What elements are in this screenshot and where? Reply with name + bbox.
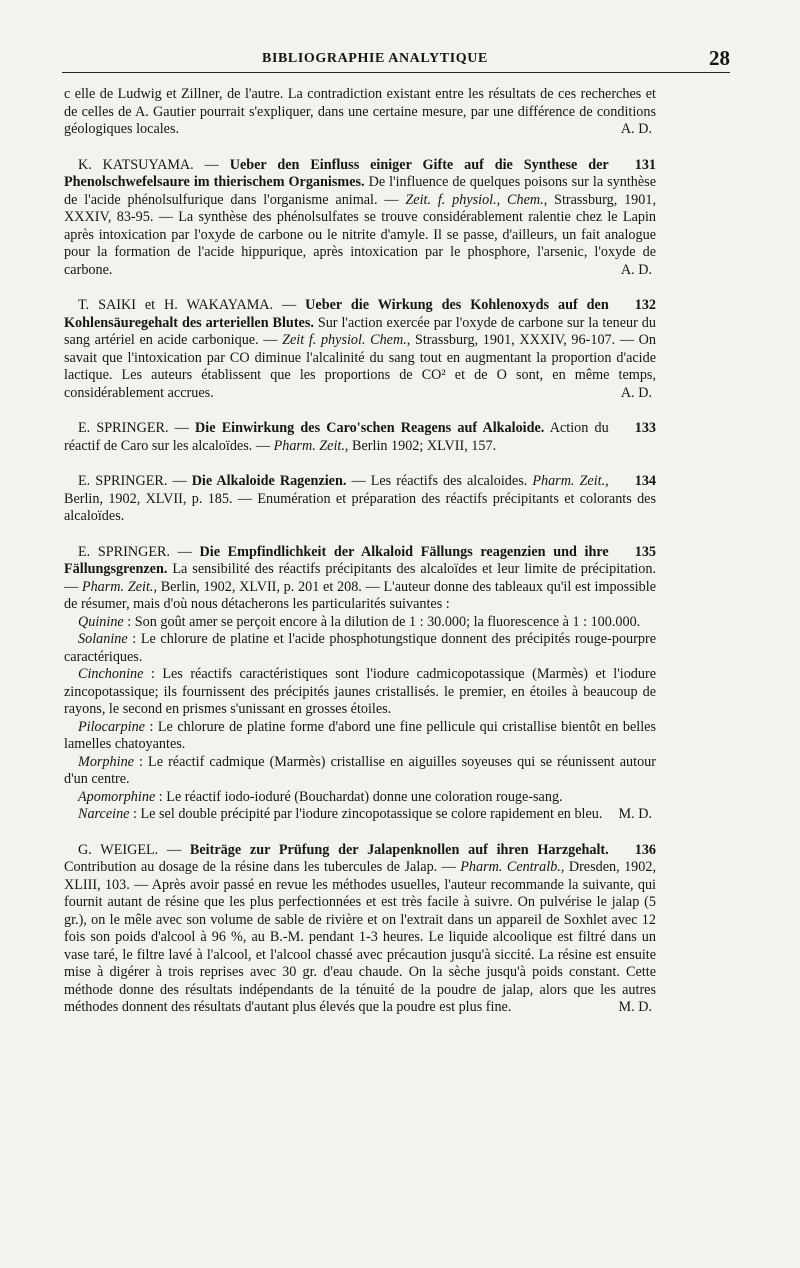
entry-paragraph — [64, 473, 656, 526]
entry-text: Contribution au dosage de la résine dans les tubercules de Jalap. — — [64, 859, 461, 875]
entry-source: Zeit. f. physiol., Chem. — [405, 191, 544, 208]
alkaloid-desc: : Le réactif cadmique (Marmès) cristallise en aiguilles soyeuses qui se réunissent autour d'un centre. — [64, 753, 656, 787]
entry-135 — [64, 544, 656, 824]
signature: A. D. — [620, 121, 652, 137]
alkaloid-item-cinchonine — [64, 666, 656, 719]
entry-source: Pharm. Zeit. — [532, 473, 606, 489]
entry-136 — [64, 842, 656, 1017]
alkaloid-term: Solanine — [78, 631, 128, 647]
entry-paragraph — [64, 842, 656, 1017]
entry-text-cont: , Strassburg, 1901, XXXIV, 83-95. — La synthèse des phénolsulfates se trouve considérablement ralentie chez le Lapin après intoxication par l'oxyde de carbone ou le nitrite d'amyle. Il se passe, d'ailleurs, un fait analogue pour la formation de l'acide hippurique, après intoxication par le phosphore, l'arsenic, l'oxyde de carbone. — [64, 191, 656, 278]
entry-paragraph — [64, 297, 656, 402]
entry-title: Ueber die Wirkung des Kohlenoxyds auf den Kohlensäuregehalt des arteriellen Blutes. — [64, 297, 609, 331]
entry-author: K. KATSUYAMA. — — [78, 156, 230, 173]
alkaloid-desc: : Le chlorure de platine et l'acide phosphotungstique donnent des précipités rouge-pourpre caractériques. — [64, 631, 656, 665]
alkaloid-term: Pilocarpine — [78, 718, 145, 735]
alkaloid-term: Morphine — [78, 753, 134, 770]
entry-text: Action du réactif de Caro sur les alcaloïdes. — — [64, 420, 609, 454]
signature: M. D. — [618, 806, 652, 822]
entry-text-cont: , Strassburg, 1901, XXXIV, 96-107. — On savait que l'intoxication par CO diminue l'alcalinité du sang tout en augmentant la proportion d'acide lactique. Les auteurs établissent que les proportions de CO² et de O sont, en même temps, considérablement accrues. — [64, 332, 656, 401]
entry-paragraph — [64, 420, 656, 455]
alkaloid-term: Cinchonine — [78, 666, 144, 682]
entry-continued — [64, 86, 656, 139]
alkaloid-term: Narceine — [78, 806, 130, 822]
alkaloid-term: Quinine — [78, 613, 124, 630]
entry-131 — [64, 157, 656, 280]
entry-paragraph — [64, 544, 656, 614]
entry-132 — [64, 297, 656, 402]
alkaloid-desc: : Son goût amer se perçoit encore à la dilution de 1 : 30.000; la fluorescence à 1 : 100.000. — [123, 613, 641, 630]
entry-source: Pharm. Zeit. — [273, 437, 345, 454]
alkaloid-item-morphine — [64, 754, 656, 789]
running-header — [62, 46, 730, 73]
entry-source: Pharm. Centralb. — [460, 859, 561, 875]
entry-text: De l'influence de quelques poisons sur la synthèse de l'acide phénolsulfurique dans l'organisme animal. — — [64, 174, 656, 208]
entry-number: 133 — [634, 420, 656, 436]
entry-number: 132 — [634, 297, 656, 313]
entry-title: Beiträge zur Prüfung der Jalapenknollen auf ihren Harzgehalt. — [189, 841, 609, 858]
entry-133 — [64, 420, 656, 455]
alkaloid-desc: : Le réactif iodo-ioduré (Bouchardat) donne une coloration rouge-sang. — [155, 788, 563, 805]
entry-text: La sensibilité des réactifs précipitants des alcaloïdes et leur limite de précipitation. — — [64, 561, 656, 595]
entry-author: G. WEIGEL. — — [78, 841, 190, 858]
entry-number: 131 — [634, 156, 656, 173]
alkaloid-term: Apomorphine — [78, 788, 156, 805]
alkaloid-item-narceine — [64, 806, 656, 824]
entry-title: Die Alkaloide Ragenzien. — [191, 473, 347, 489]
alkaloid-item-quinine — [64, 614, 656, 632]
entry-134 — [64, 473, 656, 526]
entry-author: E. SPRINGER. — — [78, 420, 196, 436]
entry-text-cont: , Dresden, 1902, XLIII, 103. — Après avoir passé en revue les méthodes usuelles, l'auteur recommande la suivante, qui fournit autant de résine que les plus perfectionnées et est très facile à suivre. On pulvérise le jalap (5 gr.), on le mêle avec son volume de sable de rivière et on l'extrait dans un appareil de Soxhlet avec 12 fois son poids d'alcool à 96 %, au B.-M. pendant 1-3 heures. Le liquide alcoolique est filtré dans un vase taré, le filtre lavé à l'alcool, et l'alcool chassé avec précaution jusqu'à siccité. La résine est ensuite mise à digérer à trois reprises avec 30 gr. d'eau chaude. On la sèche jusqu'à poids constant. Cette méthode donne des résultats indépendants de la ténuité de la poudre de jalap, alors que les autres méthodes donnent des résultats d'autant plus élevés que la poudre est plus fine. — [64, 859, 656, 1015]
signature: M. D. — [618, 999, 652, 1015]
signature: A. D. — [620, 261, 652, 278]
entry-title: Die Empfindlichkeit der Alkaloid Fällungs reagenzien und ihre Fällungsgrenzen. — [64, 543, 609, 577]
alkaloid-desc: : Le sel double précipité par l'iodure zincopotassique se colore rapidement en bleu. — [129, 806, 603, 822]
alkaloid-item-apomorphine — [64, 789, 656, 807]
entry-source: Zeit f. physiol. Chem. — [282, 332, 407, 348]
alkaloid-desc: : Le chlorure de platine forme d'abord une fine pellicule qui cristallise bientôt en belles lamelles chatoyantes. — [64, 718, 656, 752]
entry-title: Ueber den Einfluss einiger Gifte auf die Synthese der Phenolschwefelsaure im thierischem Organismes. — [64, 156, 609, 190]
entry-number: 135 — [634, 543, 656, 560]
paragraph-text: c elle de Ludwig et Zillner, de l'autre. La contradiction existant entre les résultats de ces recherches et de celles de A. Gautier pourrait s'expliquer, dans une certaine mesure, par une différence de conditions géologiques locales. — [64, 86, 656, 137]
entry-number: 136 — [634, 841, 656, 858]
alkaloid-item-pilocarpine — [64, 719, 656, 754]
page-content — [64, 86, 656, 1035]
alkaloid-item-solanine — [64, 631, 656, 666]
entry-text: Sur l'action exercée par l'oxyde de carbone sur la teneur du sang artériel en acide carbonique. — — [64, 314, 656, 348]
entry-author: E. SPRINGER. — — [78, 543, 200, 560]
entry-author: T. SAIKI et H. WAKAYAMA. — — [78, 297, 306, 313]
alkaloid-desc: : Les réactifs caractéristiques sont l'iodure cadmicopotassique (Marmès) et l'iodure zincopotassique; ils fournissent des précipités jaunes cristallisés. le premier, en étoiles à beaucoup de rayons, le second en prismes s'unissant en grosses étoiles. — [64, 666, 656, 717]
entry-text-cont: , Berlin, 1902, XLVII, p. 185. — Enumération et préparation des réactifs précipitants et colorants des alcaloïdes. — [64, 473, 656, 524]
entry-source: Pharm. Zeit. — [81, 578, 154, 595]
entry-number: 134 — [634, 473, 656, 489]
entry-author: E. SPRINGER. — — [78, 473, 192, 489]
page-number: 28 — [709, 46, 730, 70]
entry-paragraph — [64, 157, 656, 280]
entry-text: — Les réactifs des alcaloides. — [346, 473, 533, 489]
paragraph — [64, 86, 656, 139]
running-title: BIBLIOGRAPHIE ANALYTIQUE — [262, 51, 488, 66]
entry-title: Die Einwirkung des Caro'schen Reagens auf Alkaloide. — [195, 420, 545, 436]
entry-text-cont: , Berlin 1902; XLVII, 157. — [344, 437, 497, 454]
signature: A. D. — [620, 384, 652, 401]
entry-text-cont: , Berlin, 1902, XLVII, p. 201 et 208. — L'auteur donne des tableaux qu'il est impossible de résumer, mais d'où nous détacherons les particularités suivantes : — [64, 578, 656, 612]
